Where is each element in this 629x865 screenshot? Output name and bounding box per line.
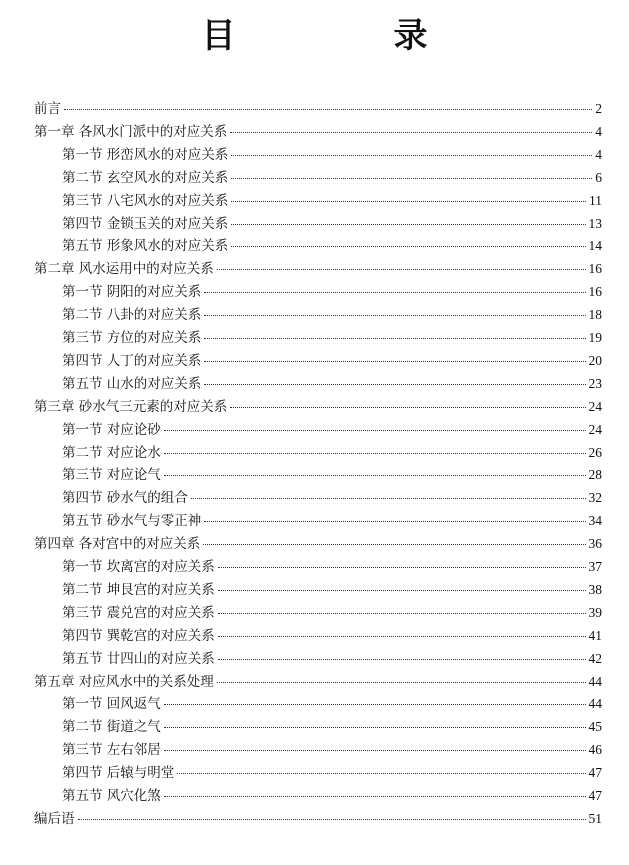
- toc-section-row: [62, 304, 602, 326]
- toc-entry-label: 第二节 八卦的对应关系: [62, 307, 202, 324]
- dot-leader: [218, 590, 586, 591]
- toc-page-number: 24: [588, 421, 602, 437]
- toc-entry-label: 第三节 方位的对应关系: [62, 330, 202, 346]
- dot-leader: [218, 659, 586, 660]
- toc-chapter-row: [34, 98, 602, 120]
- dot-leader: [218, 567, 586, 568]
- dot-leader: [164, 727, 586, 728]
- dot-leader: [204, 315, 585, 316]
- toc-section-row: [62, 510, 602, 532]
- toc-page-number: 16: [588, 261, 602, 277]
- toc-entry-label: 第三节 对应论气: [62, 467, 161, 484]
- toc-section-row: [62, 648, 602, 670]
- dot-leader: [164, 796, 586, 797]
- dot-leader: [231, 246, 585, 247]
- toc-section-row: [62, 487, 602, 509]
- toc-page-number: 4: [595, 146, 602, 162]
- toc-entry-label: 第五节 风穴化煞: [62, 788, 161, 804]
- toc-page-number: 42: [588, 650, 602, 666]
- toc-chapter-row: [34, 533, 602, 555]
- toc-entry-label: 第一节 对应论砂: [62, 421, 161, 438]
- dot-leader: [230, 407, 585, 408]
- toc-page-number: 37: [588, 559, 602, 574]
- toc-section-row: [62, 213, 602, 235]
- toc-entry-label: 第一章 各风水门派中的对应关系: [34, 123, 228, 140]
- dot-leader: [204, 521, 585, 522]
- toc-entry-label: 第四节 人丁的对应关系: [62, 352, 202, 369]
- toc-page-number: 6: [595, 169, 602, 185]
- toc-page-number: 13: [588, 215, 602, 231]
- toc-entry-label: 第三章 砂水气三元素的对应关系: [34, 398, 228, 415]
- dot-leader: [231, 178, 592, 179]
- toc-section-row: [62, 419, 602, 441]
- dot-leader: [231, 224, 585, 225]
- toc-entry-label: 第二节 坤艮宫的对应关系: [62, 581, 215, 598]
- dot-leader: [218, 613, 586, 614]
- toc-section-row: [62, 373, 602, 395]
- toc-page-number: 14: [588, 238, 602, 254]
- toc-section-row: [62, 350, 602, 372]
- dot-leader: [231, 201, 586, 202]
- dot-leader: [231, 155, 592, 156]
- toc-section-row: [62, 281, 602, 303]
- toc-page-number: 44: [588, 673, 602, 689]
- toc-section-row: [62, 167, 602, 189]
- toc-entry-label: 第二节 对应论水: [62, 444, 161, 461]
- dot-leader: [78, 819, 586, 820]
- toc-entry-label: 第五章 对应风水中的关系处理: [34, 673, 214, 690]
- toc-page-number: 11: [589, 192, 602, 208]
- toc-page-number: 26: [588, 444, 602, 460]
- toc-section-row: [62, 602, 602, 624]
- toc-page-number: 46: [588, 742, 602, 758]
- toc-chapter-row: [34, 671, 602, 693]
- toc-section-row: [62, 556, 602, 578]
- dot-leader: [164, 453, 586, 454]
- toc-page-number: 24: [588, 398, 602, 414]
- toc-page-number: 44: [588, 696, 602, 712]
- toc-entry-label: 第四节 后辕与明堂: [62, 765, 175, 782]
- toc-page-number: 4: [595, 123, 602, 139]
- dot-leader: [217, 682, 586, 683]
- toc-section-row: [62, 739, 602, 761]
- dot-leader: [177, 773, 585, 774]
- toc-page-number: 47: [588, 788, 602, 803]
- toc-entry-label: 第四节 砂水气的组合: [62, 490, 188, 507]
- toc-page-number: 2: [595, 101, 602, 116]
- toc-entry-label: 第三节 震兑宫的对应关系: [62, 604, 215, 621]
- toc-chapter-row: [34, 121, 602, 143]
- dot-leader: [164, 430, 586, 431]
- toc-page-number: 41: [588, 627, 602, 643]
- toc-page-number: 34: [588, 513, 602, 529]
- toc-page-number: 38: [588, 581, 602, 597]
- toc-entry-label: 第二节 玄空风水的对应关系: [62, 169, 229, 186]
- toc-page-number: 36: [588, 536, 602, 552]
- toc-entry-label: 第四节 巽乾宫的对应关系: [62, 627, 215, 644]
- toc-section-row: [62, 144, 602, 166]
- page-title: 目 录: [201, 16, 490, 56]
- toc-section-row: [62, 579, 602, 601]
- toc-entry-label: 第三节 左右邻居: [62, 742, 161, 759]
- toc-entry-label: 第五节 廿四山的对应关系: [62, 650, 215, 667]
- dot-leader: [204, 338, 585, 339]
- toc-entry-label: 第五节 形象风水的对应关系: [62, 238, 229, 255]
- toc-entry-label: 第一节 回风返气: [62, 696, 161, 713]
- toc-page-number: 28: [588, 467, 602, 483]
- dot-leader: [191, 498, 586, 499]
- dot-leader: [204, 361, 585, 362]
- toc-page-number: 39: [588, 604, 602, 620]
- toc-section-row: [62, 625, 602, 647]
- toc-section-row: [62, 785, 602, 807]
- toc-entry-label: 前言: [34, 101, 61, 117]
- dot-leader: [64, 109, 592, 110]
- toc-chapter-row: [34, 808, 602, 830]
- dot-leader: [203, 544, 585, 545]
- toc-entry-label: 第四节 金锁玉关的对应关系: [62, 215, 229, 232]
- dot-leader: [217, 269, 586, 270]
- toc-entry-label: 第五节 砂水气与零正神: [62, 513, 202, 530]
- toc-page-number: 32: [588, 490, 602, 506]
- dot-leader: [164, 475, 586, 476]
- toc-section-row: [62, 190, 602, 212]
- toc-chapter-row: [34, 258, 602, 280]
- toc-entry-label: 第四章 各对宫中的对应关系: [34, 536, 201, 553]
- toc-section-row: [62, 235, 602, 257]
- dot-leader: [164, 704, 586, 705]
- dot-leader: [218, 636, 586, 637]
- toc-page-number: 20: [588, 352, 602, 368]
- toc-page-number: 19: [588, 330, 602, 345]
- toc-section-row: [62, 693, 602, 715]
- toc-entry-label: 编后语: [34, 810, 75, 827]
- toc-section-row: [62, 327, 602, 349]
- toc-page-number: 45: [588, 719, 602, 735]
- toc-entry-label: 第五节 山水的对应关系: [62, 375, 202, 392]
- dot-leader: [230, 132, 592, 133]
- toc-section-row: [62, 716, 602, 738]
- dot-leader: [164, 750, 586, 751]
- toc-chapter-row: [34, 396, 602, 418]
- toc-section-row: [62, 442, 602, 464]
- toc-section-row: [62, 762, 602, 784]
- toc-entry-label: 第一节 坎离宫的对应关系: [62, 559, 215, 575]
- toc-page-number: 47: [588, 765, 602, 781]
- toc-entry-label: 第一节 阴阳的对应关系: [62, 284, 202, 301]
- toc-page-number: 23: [588, 375, 602, 391]
- toc-section-row: [62, 464, 602, 486]
- dot-leader: [204, 384, 585, 385]
- toc-page-number: 16: [588, 284, 602, 300]
- toc-entry-label: 第二章 风水运用中的对应关系: [34, 261, 214, 278]
- toc-page-number: 18: [588, 307, 602, 323]
- toc-entry-label: 第三节 八宅风水的对应关系: [62, 192, 229, 209]
- toc-entry-label: 第二节 街道之气: [62, 719, 161, 736]
- toc-page-number: 51: [588, 810, 602, 826]
- dot-leader: [204, 292, 585, 293]
- toc-entry-label: 第一节 形峦风水的对应关系: [62, 146, 229, 163]
